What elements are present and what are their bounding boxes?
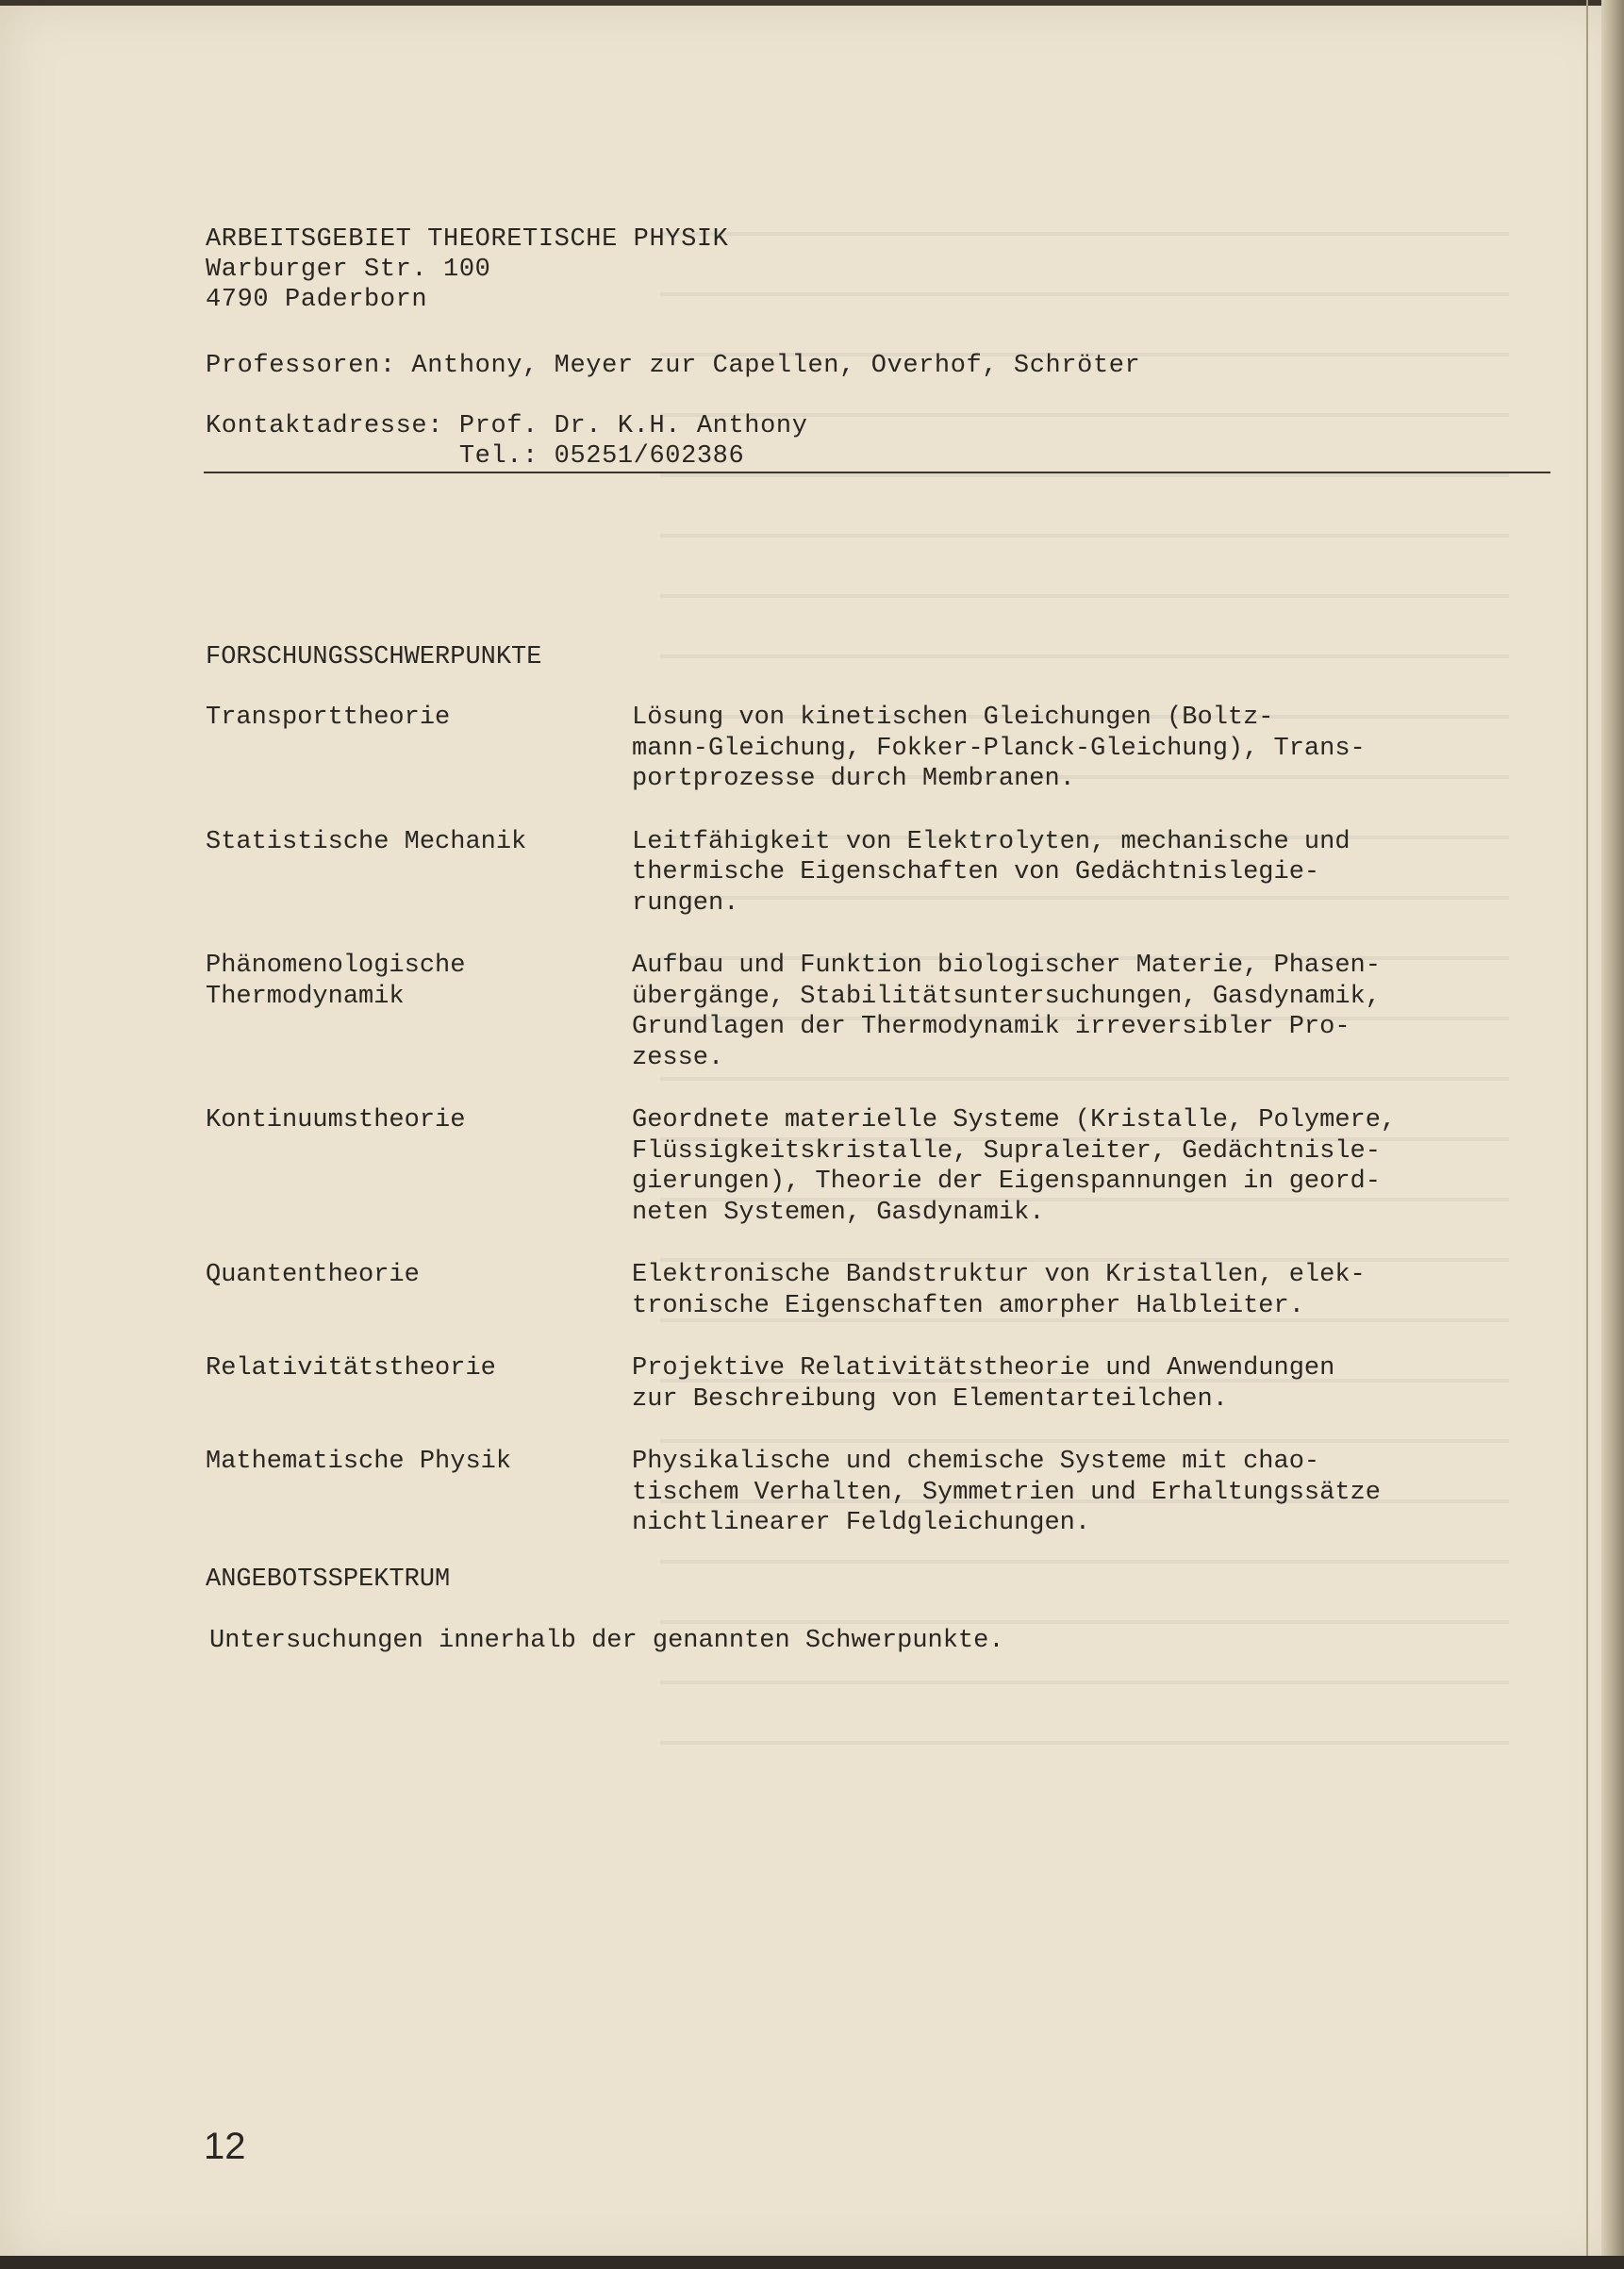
list-item: [206, 827, 1554, 919]
topic-name: Quantentheorie: [206, 1261, 420, 1289]
topic-name: Statistische Mechanik: [206, 827, 527, 856]
list-item: [206, 1353, 1554, 1415]
topic-name: Transporttheorie: [206, 704, 451, 732]
horizontal-rule: [204, 472, 1550, 473]
topic-description: Geordnete materielle Systeme (Kristalle, Polymere, Flüssigkeitskristalle, Supraleiter, Gedächtnisle- gierungen), Theorie der Eigenspannungen in geord- neten Systemen, Gasdynamik.: [632, 1106, 1397, 1227]
top-edge: [0, 0, 1624, 6]
topic-name: Relativitätstheorie: [206, 1354, 496, 1383]
list-item: [206, 951, 1554, 1073]
offer-section-title: ANGEBOTSSPEKTRUM: [206, 1565, 451, 1594]
binding-spine: [1601, 0, 1624, 2269]
list-item: [206, 1260, 1554, 1321]
offer-text: Untersuchungen innerhalb der genannten Schwerpunkte.: [209, 1627, 1004, 1655]
topic-name: Phänomenologische Thermodynamik: [206, 952, 466, 1011]
list-item: [206, 1105, 1554, 1228]
research-topics-list: [206, 703, 1554, 1571]
contact-address: Kontaktadresse: Prof. Dr. K.H. Anthony Tel.: 05251/602386: [206, 412, 808, 471]
topic-description: Lösung von kinetischen Gleichungen (Boltz- mann-Gleichung, Fokker-Planck-Gleichung), Trans- portprozesse durch Membranen.: [632, 704, 1366, 793]
page-number: 12: [204, 2126, 246, 2167]
list-item: [206, 1447, 1554, 1539]
bottom-edge: [0, 2256, 1624, 2269]
professors-line: Professoren: Anthony, Meyer zur Capellen, Overhof, Schröter: [206, 352, 1141, 380]
research-section-title: FORSCHUNGSSCHWERPUNKTE: [206, 643, 542, 671]
topic-name: Mathematische Physik: [206, 1448, 512, 1476]
list-item: [206, 703, 1554, 795]
topic-name: Kontinuumstheorie: [206, 1106, 466, 1134]
topic-description: Elektronische Bandstruktur von Kristallen, elek- tronische Eigenschaften amorpher Halbleiter.: [632, 1261, 1366, 1320]
spine-line: [1586, 0, 1588, 2269]
topic-description: Projektive Relativitätstheorie und Anwendungen zur Beschreibung von Elementarteilchen.: [632, 1354, 1335, 1414]
topic-description: Leitfähigkeit von Elektrolyten, mechanische und thermische Eigenschaften von Gedächtnislegie- rungen.: [632, 827, 1351, 918]
address-header: ARBEITSGEBIET THEORETISCHE PHYSIK Warburger Str. 100 4790 Paderborn: [206, 225, 729, 314]
topic-description: Aufbau und Funktion biologischer Materie, Phasen- übergänge, Stabilitätsuntersuchungen, Gasdynamik, Grundlagen der Thermodynamik irreversibler Pro- zesse.: [632, 952, 1381, 1072]
topic-description: Physikalische und chemische Systeme mit chao- tischem Verhalten, Symmetrien und Erhaltungssätze nichtlinearer Feldgleichungen.: [632, 1448, 1381, 1537]
